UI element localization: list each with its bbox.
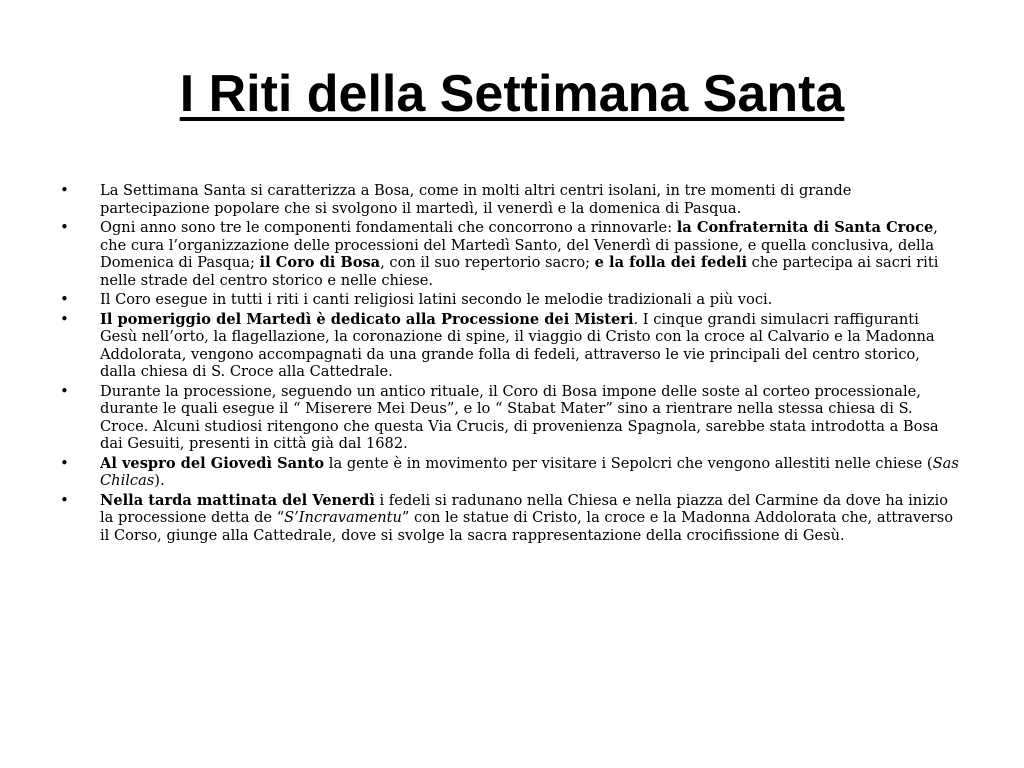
item-bold-text: Il pomeriggio del Martedì è dedicato alla Processione dei Misteri [100, 310, 634, 328]
list-item [60, 383, 960, 453]
bullet-icon: • [60, 290, 69, 308]
item-text: Ogni anno sono tre le componenti fondamentali che concorrono a rinnovarle: [100, 219, 677, 236]
item-bold-text: Al vespro del Giovedì Santo [100, 454, 325, 472]
item-bold-text: il Coro di Bosa [259, 254, 381, 271]
item-bold-text: Nella tarda mattinata del Venerdì [100, 491, 375, 509]
item-text: , che cura l’organizzazione delle processioni del Martedì Santo, del Venerdì di passione, e quella conclusiva, della Domenica di Pasqua; [100, 219, 938, 271]
bullet-icon: • [60, 453, 69, 472]
item-bold-text: la Confraternita di Santa Croce [676, 219, 934, 236]
item-italic-text: S’Incravamentu [284, 509, 402, 526]
item-text: ” con le statue di Cristo, la croce e la Madonna Addolorata che, attraverso il Corso, giunge alla Cattedrale, dove si svolge la sacra rappresentazione della crocifissione di Gesù. [100, 509, 954, 544]
item-bold-text: e la folla dei fedeli [594, 254, 748, 271]
item-text: che partecipa ai sacri riti nelle strade del centro storico e nelle chiese. [100, 254, 939, 289]
item-text: i fedeli si radunano nella Chiesa e nella piazza del Carmine da dove ha inizio la processione detta de “ [100, 491, 949, 526]
bullet-icon: • [60, 309, 69, 328]
item-text: la gente è in movimento per visitare i Sepolcri che vengono allestiti nelle chiese ( [324, 454, 933, 472]
bullet-icon: • [60, 218, 69, 236]
list-item [60, 455, 960, 490]
slide-title: I Riti della Settimana Santa [179, 65, 845, 123]
item-text: Il Coro esegue in tutti i riti i canti religiosi latini secondo le melodie tradizionali a più voci. [100, 291, 773, 308]
bullet-icon: • [60, 490, 69, 509]
item-text: La Settimana Santa si caratterizza a Bosa, come in molti altri centri isolani, in tre momenti di grande partecipazione popolare che si svolgono il martedì, il venerdì e la domenica di Pasqua. [100, 182, 852, 217]
item-text: ). [154, 472, 165, 489]
bullet-icon: • [60, 381, 69, 400]
list-item [60, 492, 960, 545]
bullet-icon: • [60, 181, 69, 199]
item-italic-text: Sas Chilcas [100, 454, 959, 489]
list-item [60, 311, 960, 381]
list-item [60, 219, 960, 289]
item-text: . I cinque grandi simulacri raffiguranti Gesù nell’orto, la flagellazione, la coronazione di spine, il viaggio di Cristo con la croce al Calvario e la Madonna Addolorata, vengono accompagnati da una grande folla di fedeli, attraverso le vie principali del centro storico, dalla chiesa di S. Croce alla Cattedrale. [100, 310, 935, 380]
bullet-list [60, 182, 960, 546]
item-text: , con il suo repertorio sacro; [380, 254, 595, 271]
list-item [60, 291, 960, 309]
item-text: Durante la processione, seguendo un antico rituale, il Coro di Bosa impone delle soste al corteo processionale, durante le quali esegue il “ Miserere Mei Deus”, e lo “ Stabat Mater” sino a rientrare nella stessa chiesa di S. Croce. Alcuni studiosi ritengono che questa Via Crucis, di provenienza Spagnola, sarebbe stata introdotta a Bosa dai Gesuiti, presenti in città già dal 1682. [100, 382, 939, 452]
list-item [60, 182, 960, 217]
